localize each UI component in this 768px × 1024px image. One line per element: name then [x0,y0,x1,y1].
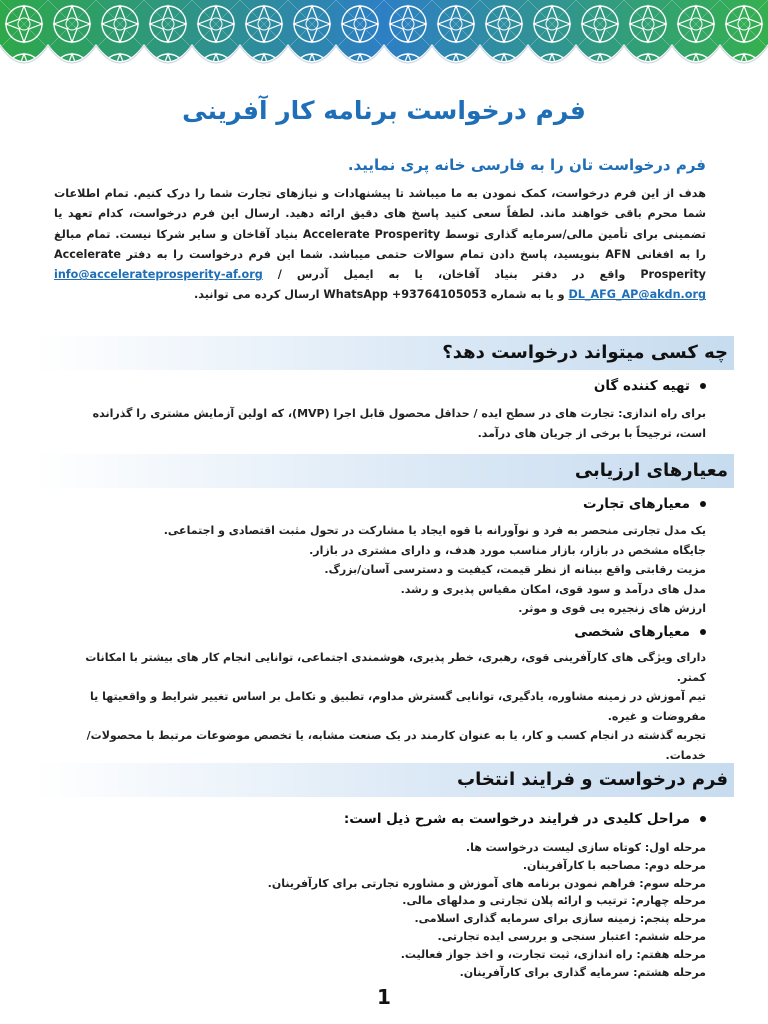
who-description [56,404,706,443]
personal-criteria-list [56,648,706,765]
process-step: مرحله هفتم: راه اندازی، ثبت تجارت، و اخذ جواز فعالیت. [400,947,706,961]
bullet-personal-criteria [56,624,706,640]
personal-criteria-line: دارای ویژگی های کارآفرینی قوی، رهبری، خطر پذیری، هوشمندی اجتماعی، توانایی انجام کار های بیشتر با امکانات کمتر. [85,651,706,684]
bullet-providers [56,378,706,394]
bullet-dot-icon [700,629,706,635]
bullet-label: تهیه کننده گان [593,378,690,394]
email-separator: / [277,268,282,282]
whatsapp-number: +93764105053 [391,288,487,302]
section-heading-evaluation-criteria: معیارهای ارزیابی [34,454,734,488]
process-steps-list [56,839,706,981]
form-subtitle: فرم درخواست تان را به فارسی خانه پری نمایید. [347,156,706,174]
business-criteria-line: مزیت رقابتی واقع بینانه از نظر قیمت، کیفیت و دسترسی آسان/بزرگ. [324,563,706,576]
form-title: فرم درخواست برنامه کار آفرینی [182,96,586,125]
business-criteria-line: جایگاه مشخص در بازار، بازار مناسب مورد هدف، و دارای مشتری در بازار. [309,543,706,557]
bullet-label: معیارهای شخصی [574,624,690,640]
who-line: برای راه اندازی: تجارت های در سطح ایده / حداقل محصول قابل اجرا (MVP)، که اولین آزمایش مشتری را گذرانده [92,407,706,420]
geometric-pattern-banner [0,0,768,80]
who-line: است، ترجیحاً با برخی از جریان های درآمد. [477,426,706,440]
bullet-label: مراحل کلیدی در فرایند درخواست به شرح ذیل است: [343,811,690,827]
process-step: مرحله دوم: مصاحبه با کارآفرینان. [522,858,706,872]
business-criteria-line: یک مدل تجارتی منحصر به فرد و نوآورانه با قوه ایجاد یا مشارکت در تحول مثبت اقتصادی و اجتماعی. [163,524,706,537]
intro-text-part2: و یا به شماره WhatsApp [323,288,565,302]
process-step: مرحله هشتم: سرمایه گذاری برای کارآفرینان. [459,965,706,979]
process-step: مرحله چهارم: ترتیب و ارائه پلان تجارتی و مدلهای مالی. [402,894,706,908]
intro-text-part1: هدف از این فرم درخواست، کمک نمودن به ما میباشد تا پیشنهادات و نیازهای تجارت شما را درک کنیم. تمام اطلاعات شما محرم باقی خواهند ماند. لطفاً سعی کنید پاسخ های دقیق ارائه دهید. ارسال این فرم درخواست، کدام تعهد یا تضمینی برای تأمین مالی/سرمایه گذاری توسط Accelerate Prosperity بنیاد آقاخان و سایر شرکا نیست. تمام مبالغ را به افغانی AFN بنویسید، پاسخ دادن تمام سوالات حتمی میباشد. شما این فرم درخواست را به دفتر Accelerate Prosperity واقع در دفتر بنیاد آقاخان، یا به ایمیل آدرس [54,187,706,282]
section-heading-who-can-apply: چه کسی میتواند درخواست دهد؟ [34,336,734,370]
decorative-banner [0,0,768,80]
bullet-key-steps [56,811,706,827]
personal-criteria-line: تیم آموزش در زمینه مشاوره، یادگیری، توانایی گسترش مداوم، تطبیق و تکامل بر اساس تغییر شرایط و واقعیتها یا مفروضات و غیره. [90,690,706,723]
process-step: مرحله اول: کوتاه سازی لیست درخواست ها. [465,841,706,854]
intro-paragraph [54,184,706,306]
personal-criteria-line: تجربه گذشته در انجام کسب و کار، یا به عنوان کارمند در یک صنعت مشابه، یا تخصص موضوعات مرتبط با محصولات/خدمات. [86,729,706,762]
bullet-label: معیارهای تجارت [582,496,690,512]
section-heading-application-process: فرم درخواست و فرایند انتخاب [34,763,734,797]
business-criteria-line: مدل های درآمد و سود قوی، امکان مقیاس پذیری و رشد. [400,582,706,596]
bullet-dot-icon [700,383,706,389]
process-step: مرحله ششم: اعتبار سنجی و بررسی ایده تجارتی. [437,929,706,943]
email-link-dl[interactable]: DL_AFG_AP@akdn.org [568,288,706,302]
bullet-dot-icon [700,816,706,822]
intro-text-part3: ارسال کرده می توانید. [194,288,320,302]
page-number: 1 [377,985,391,1009]
email-link-info[interactable]: info@accelerateprosperity-af.org [54,268,263,282]
bullet-business-criteria [56,496,706,512]
bullet-dot-icon [700,501,706,507]
business-criteria-line: ارزش های زنجیره یی قوی و موثر. [518,602,706,615]
process-step: مرحله سوم: فراهم نمودن برنامه های آموزش و مشاوره تجارتی برای کارآفرینان. [267,876,706,890]
process-step: مرحله پنجم: زمینه سازی برای سرمایه گذاری اسلامی. [414,912,706,926]
business-criteria-list [56,521,706,619]
